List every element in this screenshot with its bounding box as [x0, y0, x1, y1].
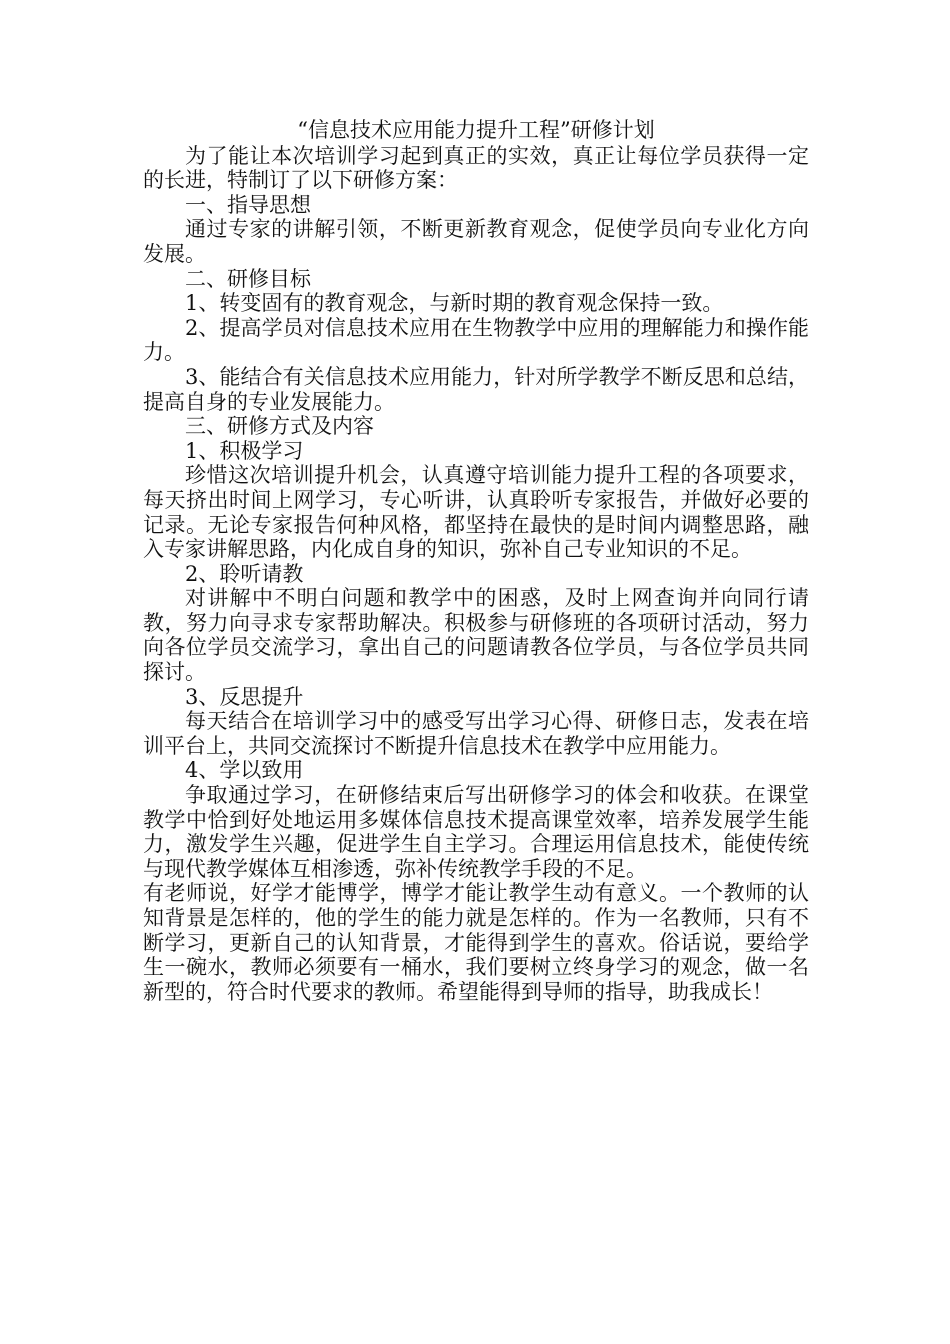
document-body [143, 144, 809, 1005]
paragraph: 有老师说，好学才能博学，博学才能让教学生动有意义。一个教师的认知背景是怎样的，他的学生的能力就是怎样的。作为一名教师，只有不断学习，更新自己的认知背景，才能得到学生的喜欢。俗话说，要给学生一碗水，教师必须要有一桶水，我们要树立终身学习的观念，做一名新型的，符合时代要求的教师。希望能得到导师的指导，助我成长！ [143, 881, 809, 1004]
paragraph: 1、积极学习 [185, 438, 304, 463]
document-title: “信息技术应用能力提升工程”研修计划 [297, 118, 655, 142]
document-page [143, 118, 809, 1004]
paragraph: 二、研修目标 [185, 266, 311, 291]
paragraph: 争取通过学习，在研修结束后写出研修学习的体会和收获。在课堂教学中恰到好处地运用多媒体信息技术提高课堂效率，培养发展学生能力，激发学生兴趣，促进学生自主学习。合理运用信息技术，能使传统与现代教学媒体互相渗透，弥补传统教学手段的不足。 [143, 783, 809, 881]
paragraph: 对讲解中不明白问题和教学中的困惑，及时上网查询并向同行请教，努力向寻求专家帮助解决。积极参与研修班的各项研讨活动，努力向各位学员交流学习，拿出自己的问题请教各位学员，与各位学员共同探讨。 [143, 586, 809, 685]
paragraph: 3、能结合有关信息技术应用能力，针对所学教学不断反思和总结，提高自身的专业发展能力。 [143, 364, 809, 414]
paragraph: 4、学以致用 [185, 758, 304, 783]
paragraph: 每天结合在培训学习中的感受写出学习心得、研修日志，发表在培训平台上，共同交流探讨不断提升信息技术在教学中应用能力。 [143, 709, 809, 758]
paragraph: 三、研修方式及内容 [185, 414, 374, 439]
paragraph: 通过专家的讲解引领，不断更新教育观念，促使学员向专业化方向发展。 [143, 217, 809, 266]
paragraph: 为了能让本次培训学习起到真正的实效，真正让每位学员获得一定的长进，特制订了以下研修方案： [143, 143, 809, 193]
paragraph: 3、反思提升 [185, 684, 304, 709]
paragraph: 一、指导思想 [185, 192, 311, 217]
paragraph: 1、转变固有的教育观念，与新时期的教育观念保持一致。 [185, 291, 724, 316]
paragraph: 2、聆听请教 [185, 561, 304, 586]
paragraph: 2、提高学员对信息技术应用在生物教学中应用的理解能力和操作能力。 [143, 315, 809, 365]
paragraph: 珍惜这次培训提升机会，认真遵守培训能力提升工程的各项要求，每天挤出时间上网学习，专心听讲，认真聆听专家报告，并做好必要的记录。无论专家报告何种风格，都坚持在最快的是时间内调整思路，融入专家讲解思路，内化成自身的知识，弥补自己专业知识的不足。 [143, 463, 809, 562]
